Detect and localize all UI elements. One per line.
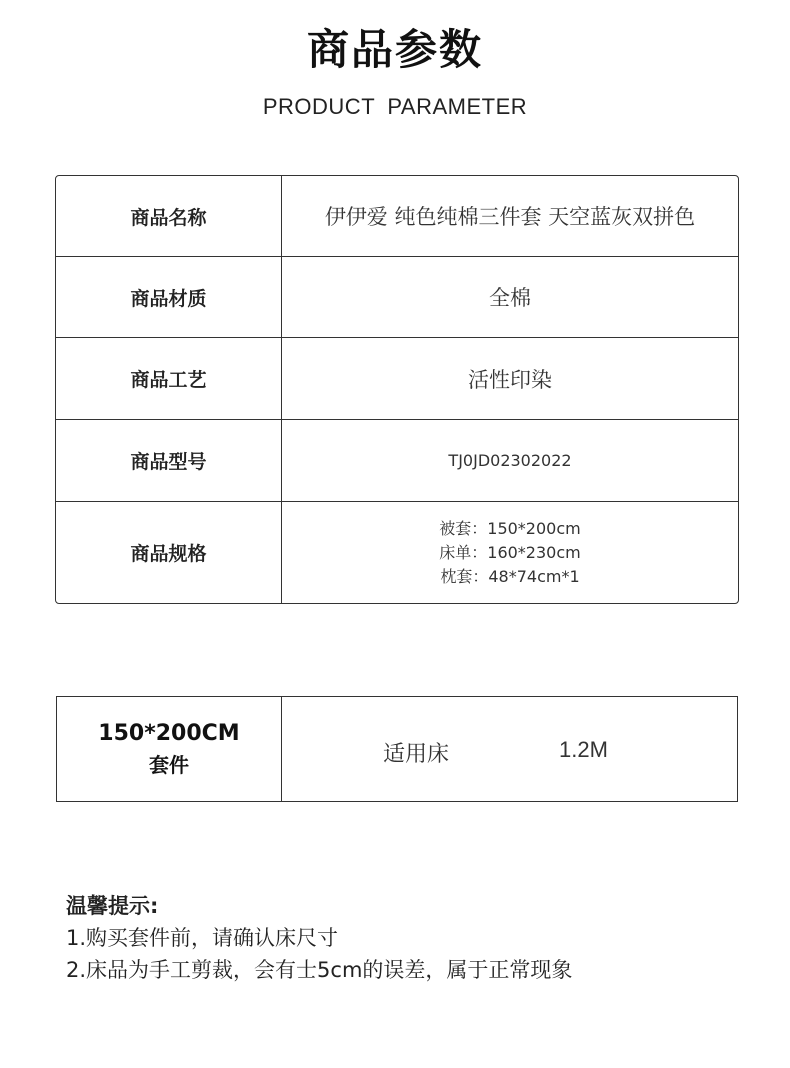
note-item-2: 2.床品为手工剪裁，会有士5cm的误差，属于正常现象 bbox=[66, 958, 573, 982]
param-value-spec bbox=[282, 502, 738, 603]
param-label-model: 商品型号 bbox=[56, 420, 282, 501]
spec-line-duvet: 被套：150*200cm bbox=[439, 518, 581, 538]
param-label-spec: 商品规格 bbox=[56, 502, 282, 603]
size-table bbox=[56, 696, 738, 802]
param-row-spec bbox=[56, 502, 738, 603]
param-value-material: 全棉 bbox=[489, 286, 531, 310]
page-subtitle: PRODUCT PARAMETER bbox=[262, 94, 528, 119]
note-item-1: 1.购买套件前，请确认床尺寸 bbox=[66, 926, 339, 950]
param-value-model: TJ0JD02302022 bbox=[448, 451, 572, 470]
notes-heading: 温馨提示: bbox=[66, 894, 159, 918]
param-label-material: 商品材质 bbox=[56, 257, 282, 337]
param-row-craft bbox=[56, 338, 738, 420]
param-row-model bbox=[56, 420, 738, 502]
param-value-craft: 活性印染 bbox=[468, 367, 552, 392]
param-label-craft: 商品工艺 bbox=[56, 338, 282, 419]
param-row-material bbox=[56, 257, 738, 338]
bed-label: 适用床 bbox=[383, 742, 450, 767]
parameter-table bbox=[55, 175, 739, 604]
param-value-name: 伊伊爱 纯色纯棉三件套 天空蓝灰双拼色 bbox=[324, 205, 696, 229]
page-title: 商品参数 bbox=[306, 25, 483, 74]
param-label-name: 商品名称 bbox=[56, 176, 282, 256]
size-bed-cell bbox=[282, 697, 737, 801]
bed-value: 1.2M bbox=[559, 737, 608, 762]
set-size: 150*200CM bbox=[98, 721, 240, 746]
spec-line-pillowcase: 枕套：48*74cm*1 bbox=[440, 566, 580, 586]
size-set-cell bbox=[57, 697, 282, 801]
set-label: 套件 bbox=[149, 753, 189, 777]
spec-line-sheet: 床单：160*230cm bbox=[439, 542, 581, 562]
param-row-name bbox=[56, 176, 738, 257]
notes-section bbox=[66, 890, 766, 986]
